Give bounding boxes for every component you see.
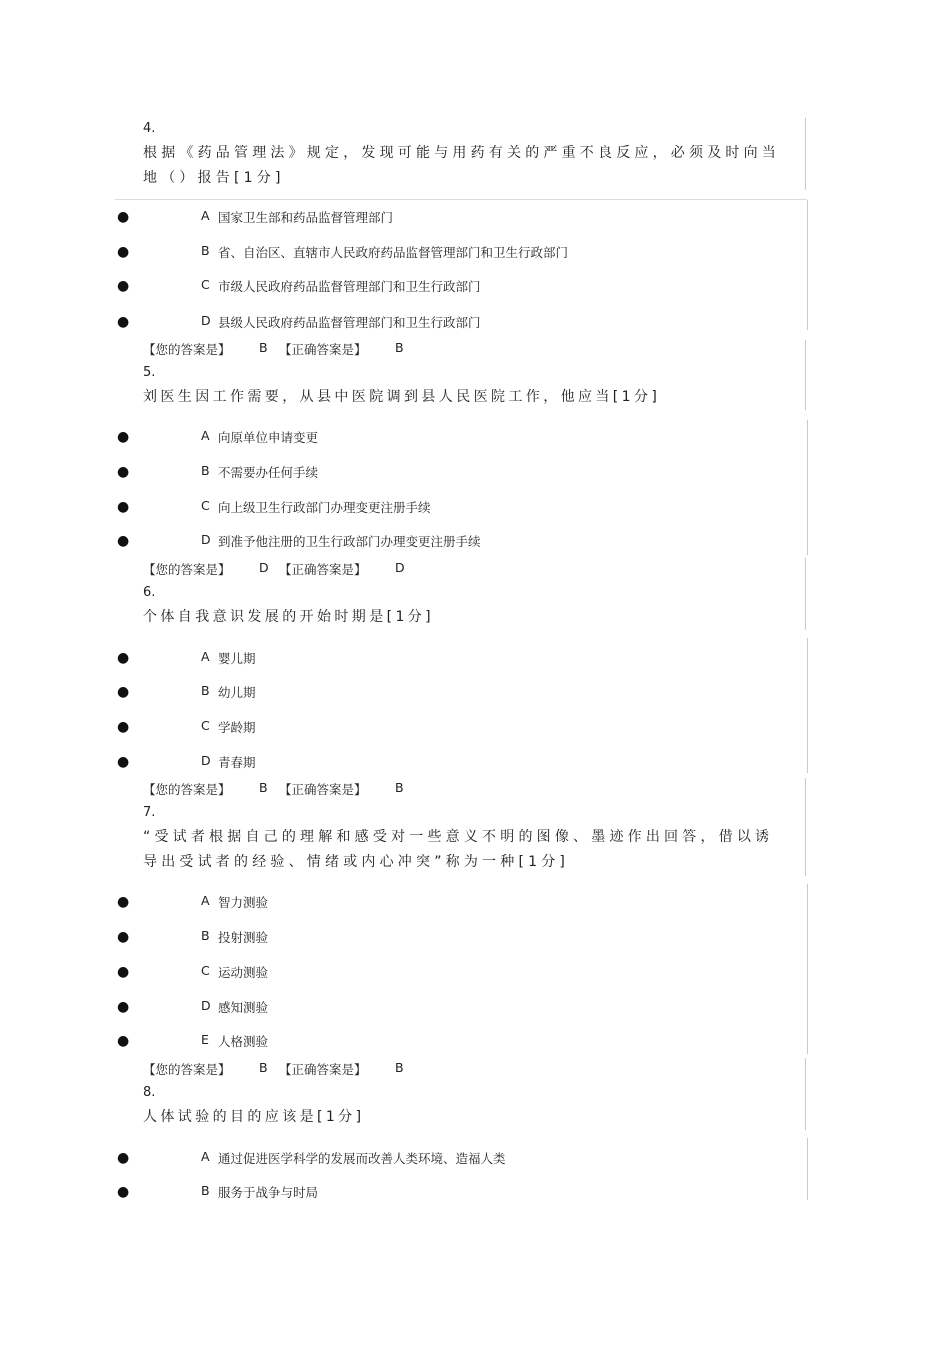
option-item xyxy=(0,891,820,913)
option-letter: B xyxy=(201,683,210,698)
bullet-icon: ● xyxy=(117,754,130,770)
bullet-icon: ● xyxy=(117,1150,130,1166)
option-letter: A xyxy=(201,893,210,908)
option-text: 市级人民政府药品监督管理部门和卫生行政部门 xyxy=(218,279,481,294)
bullet-icon: ● xyxy=(117,499,130,515)
your-answer-label: 【您的答案是】 xyxy=(143,342,231,357)
option-text: 人格测验 xyxy=(218,1034,269,1049)
option-letter: D xyxy=(201,313,211,328)
your-answer-value: B xyxy=(259,780,268,795)
correct-answer-value: B xyxy=(395,1060,404,1075)
option-letter: A xyxy=(201,208,210,223)
question-stem-line: “受试者根据自己的理解和感受对一些意义不明的图像、墨迹作出回答，借以诱 xyxy=(143,829,774,845)
option-item xyxy=(0,206,820,228)
bullet-icon: ● xyxy=(117,314,130,330)
question-stem-line: 根据《药品管理法》规定，发现可能与用药有关的严重不良反应，必须及时向当 xyxy=(143,145,780,161)
option-item xyxy=(0,275,820,297)
option-item xyxy=(0,716,820,738)
option-text: 向原单位申请变更 xyxy=(218,430,319,445)
option-text: 通过促进医学科学的发展而改善人类环境、造福人类 xyxy=(218,1151,506,1166)
option-text: 青春期 xyxy=(218,755,256,770)
option-text: 到准予他注册的卫生行政部门办理变更注册手续 xyxy=(218,534,481,549)
option-item xyxy=(0,426,820,448)
question-stem-line: 刘医生因工作需要，从县中医院调到县人民医院工作，他应当[1分] xyxy=(143,389,661,405)
question-number: 5. xyxy=(143,365,156,380)
question-stem-line: 个体自我意识发展的开始时期是[1分] xyxy=(143,609,435,625)
correct-answer-value: D xyxy=(395,560,405,575)
option-text: 服务于战争与时局 xyxy=(218,1185,319,1200)
option-text: 智力测验 xyxy=(218,895,269,910)
option-text: 省、自治区、直辖市人民政府药品监督管理部门和卫生行政部门 xyxy=(218,245,569,260)
bullet-icon: ● xyxy=(117,684,130,700)
option-letter: D xyxy=(201,532,211,547)
option-text: 运动测验 xyxy=(218,965,269,980)
option-letter: C xyxy=(201,718,210,733)
option-letter: B xyxy=(201,1183,210,1198)
bullet-icon: ● xyxy=(117,429,130,445)
option-item xyxy=(0,1147,820,1169)
option-letter: B xyxy=(201,928,210,943)
option-item xyxy=(0,311,820,333)
bullet-icon: ● xyxy=(117,999,130,1015)
border-line xyxy=(805,118,806,190)
option-item xyxy=(0,496,820,518)
correct-answer-label: 【正确答案是】 xyxy=(279,1062,367,1077)
option-letter: A xyxy=(201,428,210,443)
correct-answer-label: 【正确答案是】 xyxy=(279,342,367,357)
option-text: 婴儿期 xyxy=(218,651,256,666)
option-item xyxy=(0,1181,820,1203)
option-item xyxy=(0,751,820,773)
question-stem-line: 人体试验的目的应该是[1分] xyxy=(143,1109,365,1125)
bullet-icon: ● xyxy=(117,894,130,910)
option-item xyxy=(0,530,820,552)
question-stem-line: 地（）报告[1分] xyxy=(143,170,285,186)
your-answer-label: 【您的答案是】 xyxy=(143,562,231,577)
bullet-icon: ● xyxy=(117,278,130,294)
question-number: 8. xyxy=(143,1085,156,1100)
option-item xyxy=(0,461,820,483)
option-item xyxy=(0,681,820,703)
bullet-icon: ● xyxy=(117,464,130,480)
question-number: 7. xyxy=(143,805,156,820)
border-line xyxy=(805,1058,806,1130)
border-line xyxy=(805,558,806,630)
bullet-icon: ● xyxy=(117,1184,130,1200)
option-item xyxy=(0,241,820,263)
option-text: 投射测验 xyxy=(218,930,269,945)
option-item xyxy=(0,961,820,983)
question-stem-line: 导出受试者的经验、情绪或内心冲突”称为一种[1分] xyxy=(143,854,570,870)
option-text: 县级人民政府药品监督管理部门和卫生行政部门 xyxy=(218,315,481,330)
option-text: 不需要办任何手续 xyxy=(218,465,319,480)
option-text: 幼儿期 xyxy=(218,685,256,700)
bullet-icon: ● xyxy=(117,929,130,945)
correct-answer-value: B xyxy=(395,340,404,355)
option-letter: D xyxy=(201,998,211,1013)
bullet-icon: ● xyxy=(117,719,130,735)
correct-answer-label: 【正确答案是】 xyxy=(279,782,367,797)
option-item xyxy=(0,996,820,1018)
question-number: 4. xyxy=(143,121,156,136)
bullet-icon: ● xyxy=(117,650,130,666)
option-letter: E xyxy=(201,1032,209,1047)
option-letter: D xyxy=(201,753,211,768)
option-letter: A xyxy=(201,649,210,664)
option-text: 向上级卫生行政部门办理变更注册手续 xyxy=(218,500,431,515)
your-answer-label: 【您的答案是】 xyxy=(143,782,231,797)
your-answer-value: B xyxy=(259,340,268,355)
option-item xyxy=(0,1030,820,1052)
your-answer-value: D xyxy=(259,560,269,575)
bullet-icon: ● xyxy=(117,964,130,980)
option-item xyxy=(0,647,820,669)
bullet-icon: ● xyxy=(117,244,130,260)
option-letter: B xyxy=(201,243,210,258)
question-number: 6. xyxy=(143,585,156,600)
option-letter: C xyxy=(201,963,210,978)
option-text: 学龄期 xyxy=(218,720,256,735)
option-letter: A xyxy=(201,1149,210,1164)
option-text: 国家卫生部和药品监督管理部门 xyxy=(218,210,394,225)
bullet-icon: ● xyxy=(117,533,130,549)
option-letter: B xyxy=(201,463,210,478)
correct-answer-value: B xyxy=(395,780,404,795)
bullet-icon: ● xyxy=(117,209,130,225)
border-line xyxy=(805,778,806,876)
border-line xyxy=(115,199,807,200)
option-text: 感知测验 xyxy=(218,1000,269,1015)
bullet-icon: ● xyxy=(117,1033,130,1049)
your-answer-label: 【您的答案是】 xyxy=(143,1062,231,1077)
correct-answer-label: 【正确答案是】 xyxy=(279,562,367,577)
option-letter: C xyxy=(201,277,210,292)
border-line xyxy=(805,340,806,410)
your-answer-value: B xyxy=(259,1060,268,1075)
option-letter: C xyxy=(201,498,210,513)
option-item xyxy=(0,926,820,948)
